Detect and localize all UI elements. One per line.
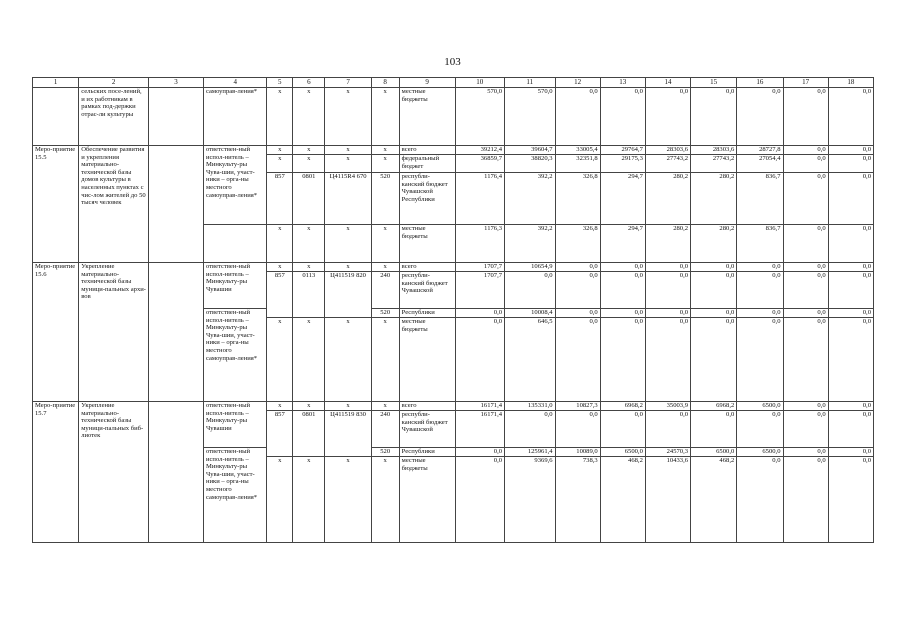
executor-cell: ответствен-ный испол-нитель – Минкульту-ры Чува-шии, участ-ники – орга-ны местного самоуправ-ления* [203, 309, 266, 402]
header-cell: 4 [203, 78, 266, 88]
table-row: х х х х местные бюджеты 0,0 9369,6 738,3 468,2 10433,6 468,2 0,0 0,0 0,0 [33, 457, 874, 543]
source-cell: республи-канский бюджет Чувашской [399, 272, 455, 309]
source-cell: местные бюджеты [399, 88, 455, 146]
table-row: 857 0801 Ц4115R4 670 520 республи-канский бюджет Чувашской Республики 1176,4 392,2 326,8 294,7 280,2 280,2 836,7 0,0 0,0 [33, 173, 874, 225]
event-description: сельских посе-лений, и их работникам в рамках под-держки отрас-ли культуры [79, 88, 149, 146]
header-cell: 12 [555, 78, 600, 88]
executor-cell: самоуправ-ления* [203, 88, 266, 146]
source-cell: местные бюджеты [399, 457, 455, 543]
table-row: х х х х федеральный бюджет 36859,7 38820,3 32351,8 29175,3 27743,2 27743,2 27054,4 0,0 0,0 [33, 155, 874, 173]
table-row: 857 0113 Ц411519 820 240 республи-канский бюджет Чувашской 1707,7 0,0 0,0 0,0 0,0 0,0 0,0 0,0 0,0 [33, 272, 874, 309]
table-row: х х х х местные бюджеты 0,0 646,5 0,0 0,0 0,0 0,0 0,0 0,0 0,0 [33, 318, 874, 402]
budget-table [32, 77, 874, 543]
header-cell: 5 [267, 78, 293, 88]
header-cell: 1 [33, 78, 79, 88]
executor-cell: ответствен-ный испол-нитель – Минкульту-ры Чувашии [203, 402, 266, 448]
event-description: Укрепление материально-технической базы муници-пальных архи-вов [79, 263, 149, 402]
source-cell: федеральный бюджет [399, 155, 455, 173]
source-cell: местные бюджеты [399, 318, 455, 402]
table-row: ответствен-ный испол-нитель – Минкульту-ры Чува-шии, участ-ники – орга-ны местного самоуправ-ления* 520 Республики 0,0 125961,4 10089,0 6500,0 24570,3 6500,0 6500,0 0,0 0,0 [33, 448, 874, 457]
executor-cell: ответствен-ный испол-нитель – Минкульту-ры Чува-шии, участ-ники – орга-ны местного самоуправ-ления* [203, 146, 266, 225]
source-cell: всего [399, 402, 455, 411]
header-cell: 7 [325, 78, 371, 88]
header-cell: 2 [79, 78, 149, 88]
source-cell: республи-канский бюджет Чувашской Республики [399, 173, 455, 225]
header-cell: 8 [371, 78, 399, 88]
table-row: Меро-приятие 15.7 Укрепление материально-технической базы муници-пальных биб-лиотек ответствен-ный испол-нитель – Минкульту-ры Чувашии х х х х всего 16171,4 135331,0 10827,3 6968,2 35003,9 6968,2 6500,0 0,0 0,0 [33, 402, 874, 411]
table-row: ответствен-ный испол-нитель – Минкульту-ры Чува-шии, участ-ники – орга-ны местного самоуправ-ления* 520 Республики 0,0 10008,4 0,0 0,0 0,0 0,0 0,0 0,0 0,0 [33, 309, 874, 318]
source-cell: всего [399, 263, 455, 272]
header-cell: 17 [783, 78, 828, 88]
header-cell: 14 [645, 78, 690, 88]
table-row: Меро-приятие 15.5 Обеспечение развития и укрепления материально-технической базы домов культуры в населенных пунктах с чис-лом жителей до 50 тысяч человек ответствен-ный испол-нитель – Минкульту-ры Чува-шии, участ-ники – орга-ны местного самоуправ-ления* х х х х всего 39212,4 39604,7 33005,4 29764,7 28303,6 28303,6 28727,8 0,0 0,0 [33, 146, 874, 155]
event-description: Укрепление материально-технической базы муници-пальных биб-лиотек [79, 402, 149, 543]
executor-cell: ответствен-ный испол-нитель – Минкульту-ры Чува-шии, участ-ники – орга-ны местного самоуправ-ления* [203, 448, 266, 543]
header-cell: 15 [691, 78, 737, 88]
header-cell: 16 [737, 78, 783, 88]
source-cell: всего [399, 146, 455, 155]
source-cell: местные бюджеты [399, 225, 455, 263]
header-cell: 18 [828, 78, 873, 88]
page-number: 103 [444, 56, 461, 68]
executor-cell: ответствен-ный испол-нитель – Минкульту-ры Чувашии [203, 263, 266, 309]
header-cell: 10 [455, 78, 504, 88]
header-cell: 13 [600, 78, 645, 88]
event-number: Меро-приятие 15.7 [33, 402, 79, 543]
header-cell: 9 [399, 78, 455, 88]
header-cell: 6 [293, 78, 325, 88]
event-number: Меро-приятие 15.5 [33, 146, 79, 263]
source-cell: Республики [399, 448, 455, 457]
header-cell: 3 [149, 78, 204, 88]
source-cell: республи-канский бюджет Чувашской [399, 411, 455, 448]
event-number: Меро-приятие 15.6 [33, 263, 79, 402]
table-row: х х х х местные бюджеты 1176,3 392,2 326,8 294,7 280,2 280,2 836,7 0,0 0,0 [33, 225, 874, 263]
source-cell: Республики [399, 309, 455, 318]
table-row: Меро-приятие 15.6 Укрепление материально-технической базы муници-пальных архи-вов ответствен-ный испол-нитель – Минкульту-ры Чувашии х х х х всего 1707,7 10654,9 0,0 0,0 0,0 0,0 0,0 0,0 0,0 [33, 263, 874, 272]
table-row: сельских посе-лений, и их работникам в рамках под-держки отрас-ли культуры самоуправ-ления* х х х х местные бюджеты 570,0 570,0 0,0 0,0 0,0 0,0 0,0 0,0 0,0 [33, 88, 874, 146]
table-row: 857 0801 Ц411519 830 240 республи-канский бюджет Чувашской 16171,4 0,0 0,0 0,0 0,0 0,0 0,0 0,0 0,0 [33, 411, 874, 448]
header-row [33, 78, 874, 88]
event-description: Обеспечение развития и укрепления материально-технической базы домов культуры в населенных пунктах с чис-лом жителей до 50 тысяч человек [79, 146, 149, 263]
header-cell: 11 [505, 78, 556, 88]
